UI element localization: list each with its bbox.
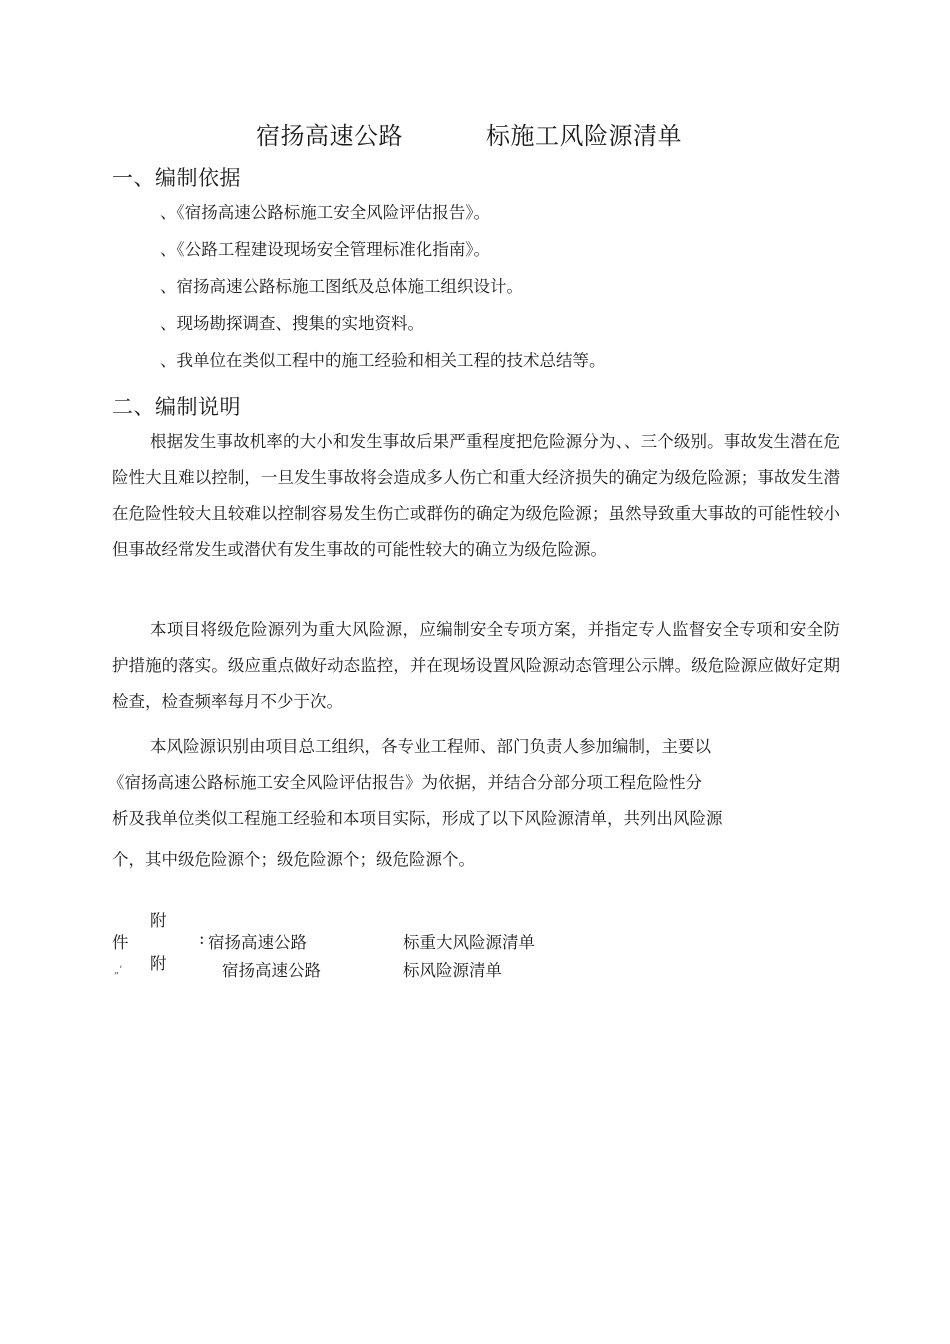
- basis-item-2: 、《公路工程建设现场安全管理标准化指南》。: [160, 240, 490, 259]
- basis-item-1: 、《宿扬高速公路标施工安全风险评估报告》。: [160, 203, 490, 222]
- notes-paragraph-3-line-4: 个，其中级危险源个；级危险源个；级危险源个。: [112, 850, 475, 869]
- basis-item-3: 、宿扬高速公路标施工图纸及总体施工组织设计。: [160, 277, 523, 296]
- title-part-2: 标施工风险源清单: [486, 122, 682, 150]
- notes-paragraph-3-line-1: 本风险源识别由项目总工组织，各专业工程师、部门负责人参加编制，主要以: [150, 737, 711, 756]
- attachment-1-desc: 标重大风险源清单: [403, 933, 535, 952]
- section-heading-notes: 二、编制说明: [112, 395, 241, 419]
- attachment-label-jian: 件: [112, 933, 129, 952]
- notes-paragraph-3-line-2: 《宿扬高速公路标施工安全风险评估报告》为依据，并结合分部分项工程危险性分: [108, 773, 702, 792]
- notes-paragraph-1: 根据发生事故机率的大小和发生事故后果严重程度把危险源分为、、三个级别。事故发生潜在危险性大且难以控制，一旦发生事故将会造成多人伤亡和重大经济损失的确定为级危险源；事故发生潜在危险性较大且较难以控制容易发生伤亡或群伤的确定为级危险源；虽然导致重大事故的可能性较小但事故经常发生或潜伏有发生事故的可能性较大的确立为级危险源。: [112, 432, 840, 559]
- attachment-label-fu-1: 附: [150, 911, 167, 930]
- attachment-colon: :: [199, 929, 205, 948]
- attachment-mark: „’: [114, 965, 123, 976]
- basis-list: [160, 200, 606, 385]
- title-part-1: 宿扬高速公路: [256, 122, 403, 150]
- notes-paragraph-2: 本项目将级危险源列为重大风险源，应编制安全专项方案，并指定专人监督安全专项和安全防护措施的落实。级应重点做好动态监控，并在现场设置风险源动态管理公示牌。级危险源应做好定期检查，检查频率每月不少于次。: [112, 620, 840, 711]
- attachment-label-fu-2: 附: [150, 954, 167, 973]
- basis-item-4: 、现场勘探调查、搜集的实地资料。: [160, 314, 424, 333]
- attachment-1-name: 宿扬高速公路: [208, 933, 307, 952]
- attachment-2-desc: 标风险源清单: [403, 961, 502, 980]
- notes-paragraph-3-line-3: 析及我单位类似工程施工经验和本项目实际，形成了以下风险源清单，共列出风险源: [112, 809, 723, 828]
- section-heading-basis: 一、编制依据: [112, 166, 241, 190]
- basis-item-5: 、我单位在类似工程中的施工经验和相关工程的技术总结等。: [160, 351, 606, 370]
- attachment-2-name: 宿扬高速公路: [222, 961, 321, 980]
